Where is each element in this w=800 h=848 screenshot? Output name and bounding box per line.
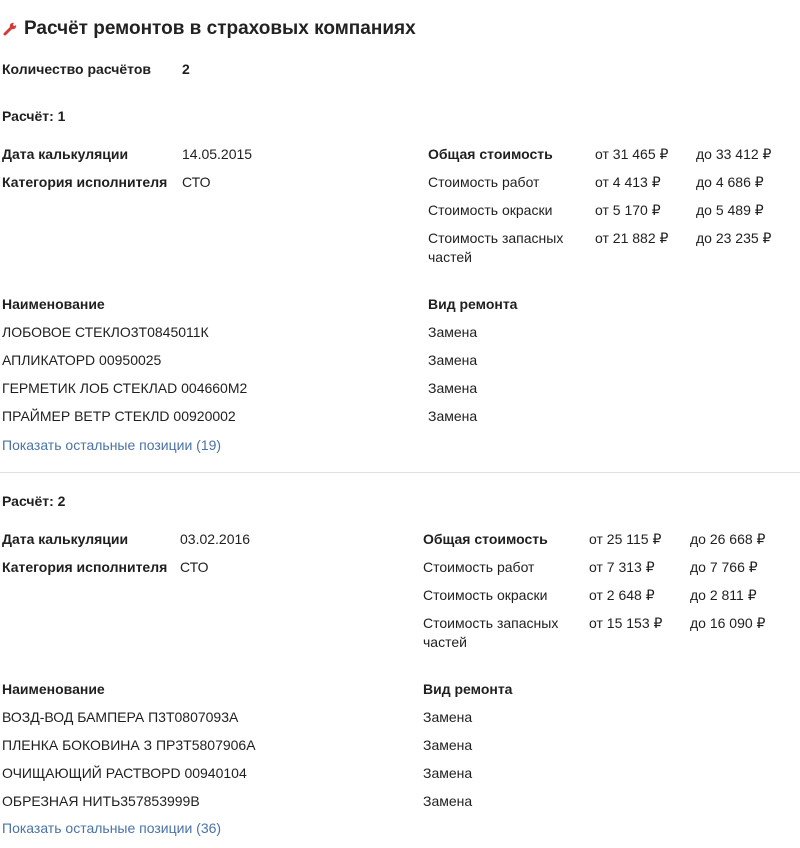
cost-from-parts: от 21 882 ₽ (595, 230, 669, 246)
item-repair-type: Замена (428, 380, 478, 396)
cost-from-parts: от 15 153 ₽ (589, 615, 663, 631)
cost-from-work: от 7 313 ₽ (589, 559, 655, 575)
cost-to-work: до 4 686 ₽ (696, 174, 764, 190)
name-column-header: Наименование (2, 296, 105, 312)
cost-to-work: до 7 766 ₽ (690, 559, 758, 575)
item-name: ПРАЙМЕР ВЕТР СТЕКЛD 00920002 (2, 408, 236, 424)
category-label: Категория исполнителя (2, 174, 168, 190)
cost-to-paint: до 5 489 ₽ (696, 202, 764, 218)
cost-label-parts: Стоимость запасных частей (423, 615, 559, 650)
show-more-link[interactable]: Показать остальные позиции (19) (2, 437, 222, 453)
cost-label-work: Стоимость работ (423, 559, 535, 575)
item-name: ОЧИЩАЮЩИЙ РАСТВОРD 00940104 (2, 765, 247, 781)
cost-to-total: до 33 412 ₽ (696, 146, 772, 162)
item-name: ПЛЕНКА БОКОВИНА З ПР3Т5807906А (2, 737, 256, 753)
page-title: Расчёт ремонтов в страховых компаниях (24, 18, 416, 39)
date-value: 14.05.2015 (182, 146, 253, 162)
cost-from-work: от 4 413 ₽ (595, 174, 661, 190)
item-name: ВОЗД-ВОД БАМПЕРА П3Т0807093А (2, 709, 239, 725)
item-repair-type: Замена (423, 737, 473, 753)
calc-count-label: Количество расчётов (2, 61, 151, 77)
item-name: ГЕРМЕТИК ЛОБ СТЕКЛAD 004660M2 (2, 380, 248, 396)
item-repair-type: Замена (423, 765, 473, 781)
category-value: СТО (182, 174, 211, 190)
item-repair-type: Замена (428, 324, 478, 340)
cost-to-total: до 26 668 ₽ (690, 531, 766, 547)
name-column-header: Наименование (2, 681, 105, 697)
item-repair-type: Замена (428, 352, 478, 368)
section-divider (0, 472, 800, 473)
cost-to-parts: до 23 235 ₽ (696, 230, 772, 246)
item-name: АПЛИКАТОРD 00950025 (2, 352, 162, 368)
date-label: Дата калькуляции (2, 531, 129, 547)
cost-label-parts: Стоимость запасных частей (428, 230, 564, 265)
item-repair-type: Замена (423, 709, 473, 725)
cost-label-work: Стоимость работ (428, 174, 540, 190)
calculation-title: Расчёт: 1 (2, 108, 66, 124)
page-header (2, 14, 416, 44)
calc-count-value: 2 (182, 61, 190, 77)
cost-from-total: от 31 465 ₽ (595, 146, 669, 162)
item-name: ОБРЕЗНАЯ НИТЬ357853999В (2, 793, 200, 809)
date-value: 03.02.2016 (180, 531, 251, 547)
wrench-icon (2, 21, 18, 37)
cost-label-paint: Стоимость окраски (428, 202, 553, 218)
item-repair-type: Замена (423, 793, 473, 809)
cost-from-paint: от 2 648 ₽ (589, 587, 655, 603)
cost-label-paint: Стоимость окраски (423, 587, 548, 603)
repair-column-header: Вид ремонта (428, 296, 518, 312)
item-repair-type: Замена (428, 408, 478, 424)
cost-label-total: Общая стоимость (423, 531, 548, 547)
cost-from-paint: от 5 170 ₽ (595, 202, 661, 218)
show-more-link[interactable]: Показать остальные позиции (36) (2, 820, 222, 836)
item-name: ЛОБОВОЕ СТЕКЛО3Т0845011К (2, 324, 209, 340)
cost-label-total: Общая стоимость (428, 146, 553, 162)
cost-from-total: от 25 115 ₽ (589, 531, 662, 547)
cost-to-parts: до 16 090 ₽ (690, 615, 766, 631)
repair-column-header: Вид ремонта (423, 681, 513, 697)
cost-to-paint: до 2 811 ₽ (690, 587, 757, 603)
category-label: Категория исполнителя (2, 559, 168, 575)
calculation-title: Расчёт: 2 (2, 493, 66, 509)
calc-count-row (0, 61, 400, 79)
date-label: Дата калькуляции (2, 146, 129, 162)
category-value: СТО (180, 559, 209, 575)
